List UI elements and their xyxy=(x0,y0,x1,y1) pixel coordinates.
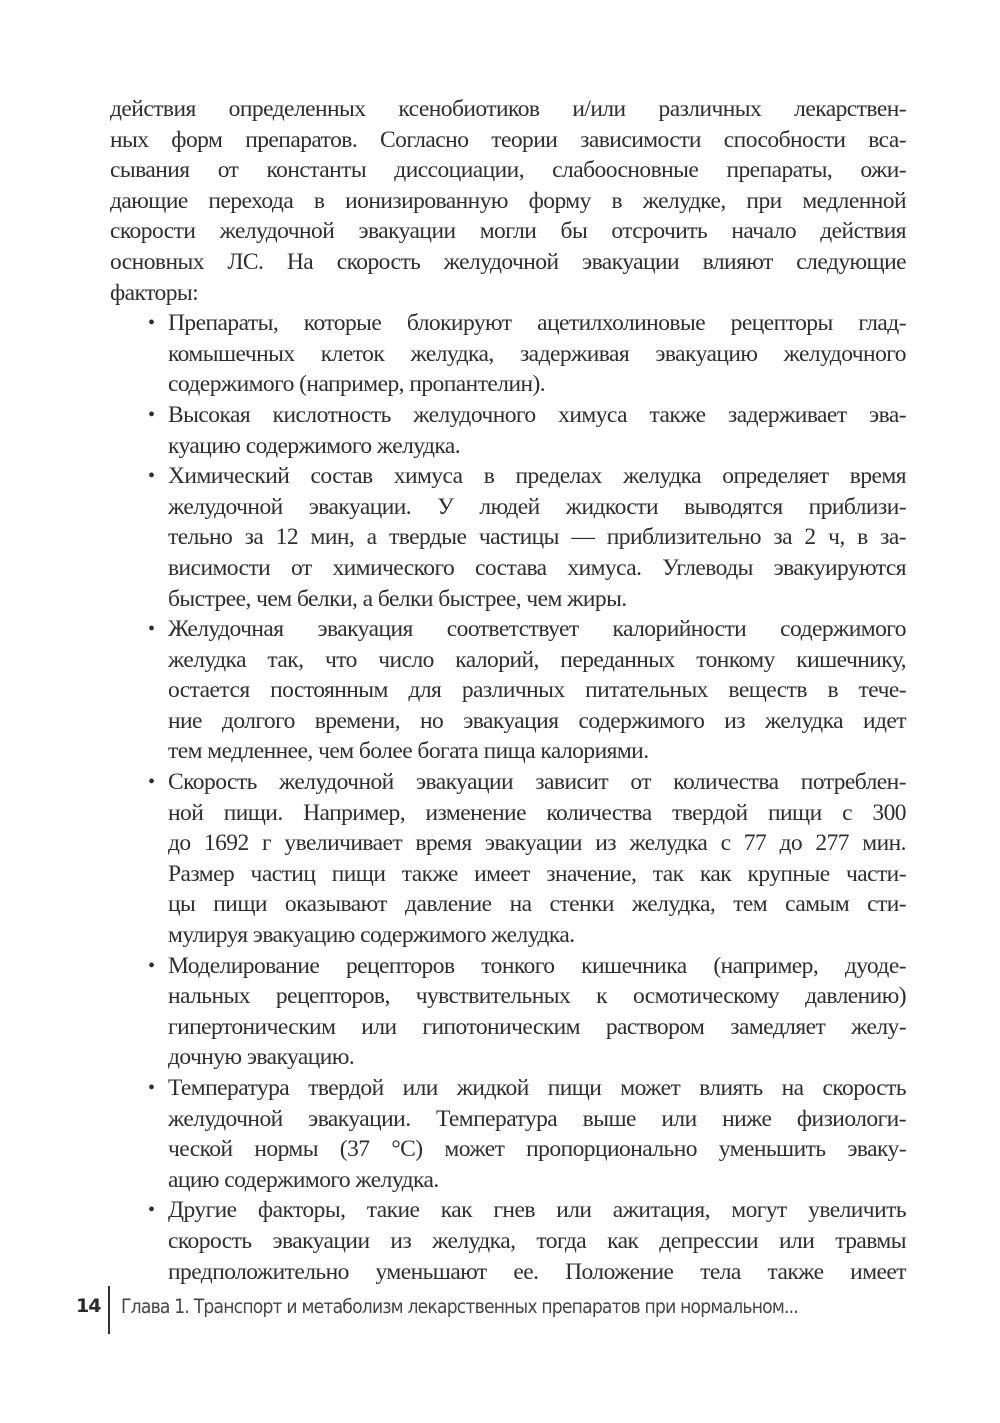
list-item xyxy=(110,614,906,767)
bullet-icon: • xyxy=(148,312,156,335)
text-line: нальных рецепторов, чувствительных к осмотическому давлению) xyxy=(168,983,906,1010)
text-line: дочную эвакуацию. xyxy=(168,1044,355,1071)
text-line: Высокая кислотность желудочного химуса также задерживает эва- xyxy=(168,401,906,428)
text-line: комышечных клеток желудка, задерживая эвакуацию желудочного xyxy=(168,340,906,367)
text-line: куацию содержимого желудка. xyxy=(168,432,461,459)
list-item xyxy=(110,951,906,1073)
page-footer xyxy=(0,1286,1000,1336)
text-line: предположительно уменьшают ее. Положение тела также имеет xyxy=(168,1258,906,1285)
bullet-icon: • xyxy=(148,1077,156,1099)
list-item xyxy=(110,308,906,400)
text-line: ных форм препаратов. Согласно теории зависимости способности вса- xyxy=(110,126,906,153)
running-chapter-title: Глава 1. Транспорт и метаболизм лекарственных препаратов при нормальном... xyxy=(121,1295,798,1318)
text-line: желудочной эвакуации. У людей жидкости выводятся приблизи- xyxy=(168,493,906,520)
text-line: остается постоянным для различных питательных веществ в тече- xyxy=(168,677,906,704)
list-item xyxy=(110,400,906,461)
bullet-icon: • xyxy=(148,465,156,488)
text-line: дающие перехода в ионизированную форму в желудке, при медленной xyxy=(110,187,906,214)
text-line: желудка так, что число калорий, переданных тонкому кишечнику, xyxy=(168,646,906,673)
text-line: факторы: xyxy=(110,279,199,306)
text-line: скорость эвакуации из желудка, тогда как депрессии или травмы xyxy=(168,1227,906,1254)
bullet-icon: • xyxy=(148,954,156,977)
list-item xyxy=(110,1073,906,1195)
text-line: тельно за 12 мин, а твердые частицы — приблизительно за 2 ч, в за- xyxy=(168,524,906,551)
bullet-icon: • xyxy=(148,403,156,426)
bullet-list xyxy=(110,308,906,1287)
text-line: тем медленнее, чем более богата пища калориями. xyxy=(168,738,649,765)
text-line: гипертоническим или гипотоническим раствором замедляет желу- xyxy=(168,1013,906,1040)
text-line: Размер частиц пищи также имеет значение, так как крупные части- xyxy=(168,860,906,887)
text-line: Моделирование рецепторов тонкого кишечника (например, дуоде- xyxy=(168,952,906,979)
bullet-icon: • xyxy=(148,618,156,641)
text-line: Химический состав химуса в пределах желудка определяет время xyxy=(168,463,906,490)
list-item xyxy=(110,1195,906,1287)
text-line: действия определенных ксенобиотиков и/или различных лекарствен- xyxy=(110,96,906,122)
list-item xyxy=(110,461,906,614)
text-line: ной пищи. Например, изменение количества твердой пищи с 300 xyxy=(168,799,906,826)
list-item xyxy=(110,767,906,951)
text-line: ческой нормы (37 °С) может пропорционально уменьшить эваку- xyxy=(168,1136,906,1163)
text-line: ацию содержимого желудка. xyxy=(168,1166,439,1193)
text-line: основных ЛС. На скорость желудочной эвакуации влияют следующие xyxy=(110,248,906,275)
text-line: Температура твердой или жидкой пищи может влиять на скорость xyxy=(168,1075,906,1101)
text-line: Скорость желудочной эвакуации зависит от количества потреблен- xyxy=(168,769,906,796)
text-line: до 1692 г увеличивает время эвакуации из желудка с 77 до 277 мин. xyxy=(168,830,906,857)
text-line: Препараты, которые блокируют ацетилхолиновые рецепторы глад- xyxy=(168,310,906,337)
text-line: цы пищи оказывают давление на стенки желудка, тем самым сти- xyxy=(168,891,906,918)
body-text xyxy=(110,94,906,1287)
text-line: быстрее, чем белки, а белки быстрее, чем жиры. xyxy=(168,585,627,612)
text-line: Желудочная эвакуация соответствует калорийности содержимого xyxy=(168,616,906,643)
intro-paragraph xyxy=(110,94,906,308)
bullet-icon: • xyxy=(148,771,156,794)
footer-divider xyxy=(108,1286,110,1334)
page-number: 14 xyxy=(76,1295,101,1317)
text-line: ние долгого времени, но эвакуация содержимого из желудка идет xyxy=(168,707,906,734)
text-line: скорости желудочной эвакуации могли бы отсрочить начало действия xyxy=(110,218,906,245)
text-line: сывания от константы диссоциации, слабоосновные препараты, ожи- xyxy=(110,157,906,184)
text-line: мулируя эвакуацию содержимого желудка. xyxy=(168,922,575,949)
text-line: желудочной эвакуации. Температура выше или ниже физиологи- xyxy=(168,1105,906,1132)
text-line: содержимого (например, пропантелин). xyxy=(168,371,546,398)
text-line: Другие факторы, такие как гнев или ажитация, могут увеличить xyxy=(168,1197,906,1224)
bullet-icon: • xyxy=(148,1199,156,1222)
text-line: висимости от химического состава химуса. Углеводы эвакуируются xyxy=(168,554,906,581)
